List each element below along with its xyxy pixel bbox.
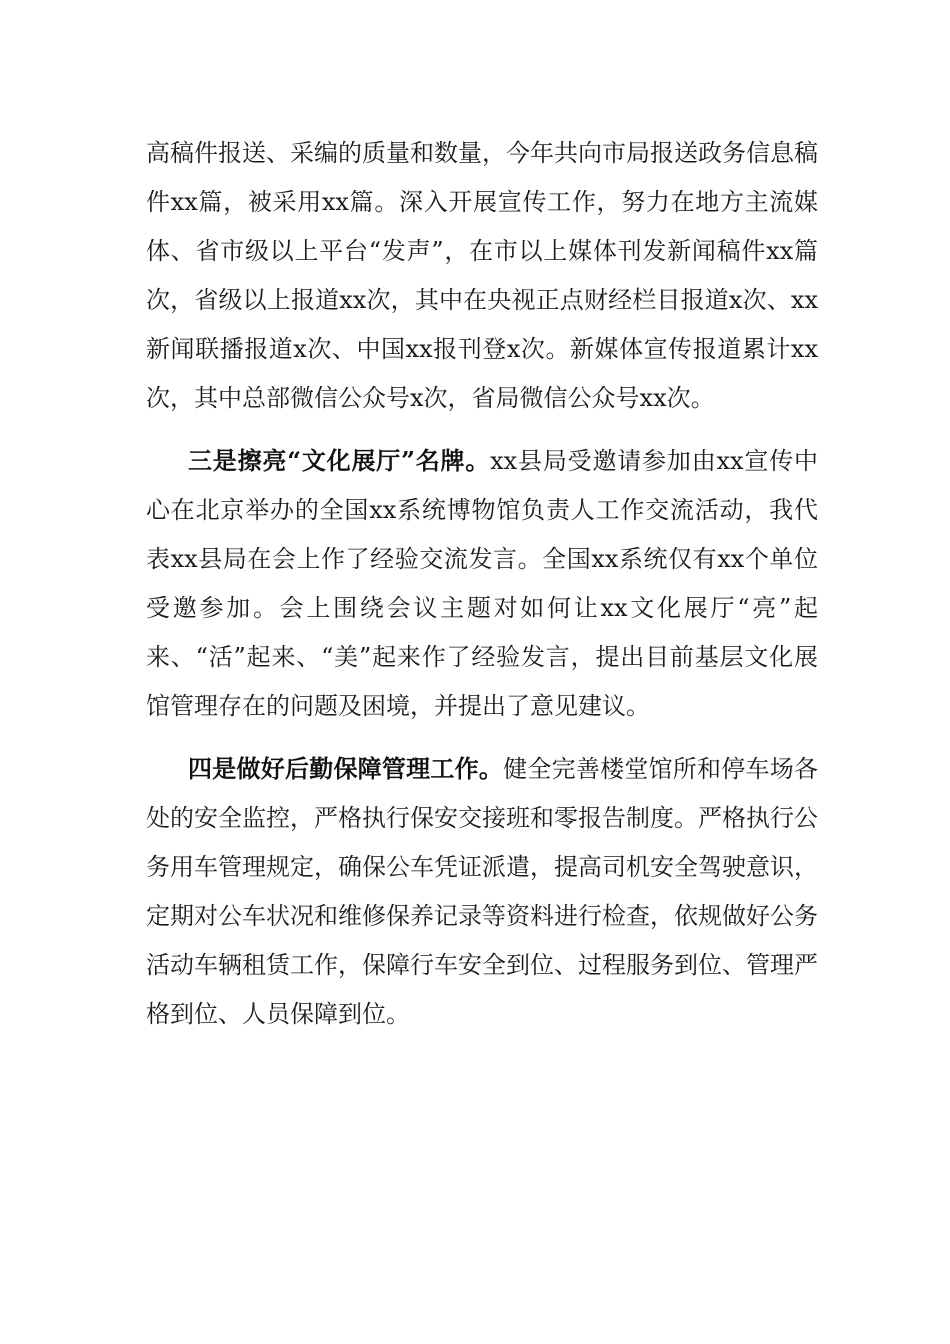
paragraph-text: xx县局受邀请参加由xx宣传中心在北京举办的全国xx系统博物馆负责人工作交流活动，我代表xx县局在会上作了经验交流发言。全国xx系统仅有xx个单位受邀参加。会上围绕会议主题对如何让xx文化展厅“亮”起来、“活”起来、“美”起来作了经验发言，提出目前基层文化展馆管理存在的问题及困境，并提出了意见建议。 xyxy=(146,447,819,720)
paragraph-logistics xyxy=(146,744,818,1039)
paragraph-text: 健全完善楼堂馆所和停车场各处的安全监控，严格执行保安交接班和零报告制度。严格执行公务用车管理规定，确保公车凭证派遣，提高司机安全驾驶意识，定期对公车状况和维修保养记录等资料进行检查，依规做好公务活动车辆租赁工作，保障行车安全到位、过程服务到位、管理严格到位、人员保障到位。 xyxy=(146,755,819,1028)
paragraph-culture-hall xyxy=(146,436,818,731)
paragraph-heading: 四是做好后勤保障管理工作。 xyxy=(188,754,504,783)
paragraph-heading: 三是擦亮“文化展厅”名牌。 xyxy=(188,446,491,475)
document-body xyxy=(146,129,818,1039)
paragraph-continuation xyxy=(146,129,818,423)
paragraph-text: 高稿件报送、采编的质量和数量，今年共向市局报送政务信息稿件xx篇，被采用xx篇。深入开展宣传工作，努力在地方主流媒体、省市级以上平台“发声”，在市以上媒体刊发新闻稿件xx篇次，省级以上报道xx次，其中在央视正点财经栏目报道x次、xx新闻联播报道x次、中国xx报刊登x次。新媒体宣传报道累计xx次，其中总部微信公众号x次，省局微信公众号xx次。 xyxy=(146,139,818,412)
